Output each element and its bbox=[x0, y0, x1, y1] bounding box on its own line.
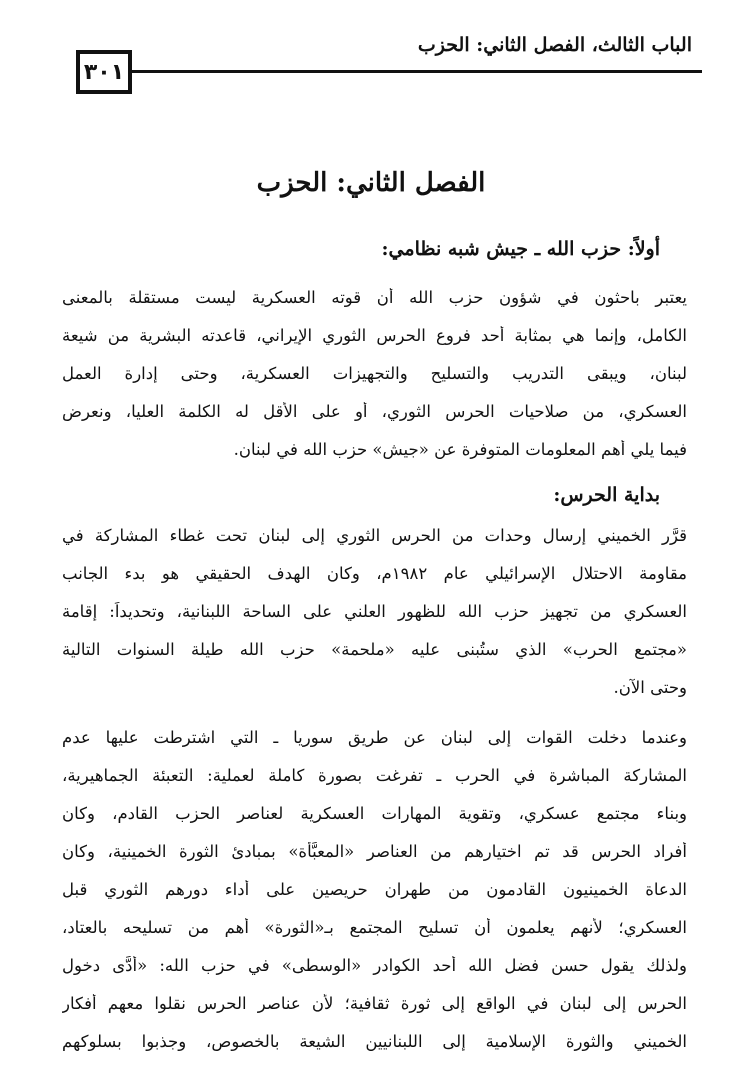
running-header-title: الباب الثالث، الفصل الثاني: الحزب bbox=[417, 34, 692, 56]
text-line: أفراد الحرس قد تم اختيارهم من العناصر «المعبَّأة» بمبادئ الثورة الخمينية، وكان bbox=[62, 842, 687, 861]
text-line: وحتى الآن. bbox=[613, 678, 687, 697]
text-line: الخميني والثورة الإسلامية إلى اللبنانيين الشيعة بالخصوص، وجذبوا بسلوكهم bbox=[62, 1032, 687, 1051]
text-line: الكامل، وإنما هي بمثابة أحد فروع الحرس الثوري الإيراني، قاعدته البشرية من شيعة bbox=[62, 326, 687, 345]
text-line: «مجتمع الحرب» الذي ستُبنى عليه «ملحمة» حزب الله طيلة السنوات التالية bbox=[62, 640, 687, 659]
text-line: لبنان، ويبقى التدريب والتسليح والتجهيزات العسكرية، وحتى إدارة العمل bbox=[62, 364, 687, 383]
text-line: مقاومة الاحتلال الإسرائيلي عام ١٩٨٢م، وكان الهدف الحقيقي هو بدء الجانب bbox=[62, 564, 687, 583]
text-line: الدعاة الخمينيون القادمون من طهران حريصين على أداء دورهم الثوري قبل bbox=[62, 880, 687, 899]
text-line: قرَّر الخميني إرسال وحدات من الحرس الثوري إلى لبنان تحت غطاء المشاركة في bbox=[62, 526, 687, 545]
text-line: المشاركة المباشرة في الحرب ـ تفرغت بصورة كاملة لعملية: التعبئة الجماهيرية، bbox=[62, 766, 687, 785]
text-line: يعتبر باحثون في شؤون حزب الله أن قوته العسكرية ليست مستقلة بالمعنى bbox=[62, 288, 687, 307]
text-line: فيما يلي أهم المعلومات المتوفرة عن «جيش» حزب الله في لبنان. bbox=[233, 440, 687, 459]
text-line: العسكري من تجهيز حزب الله للظهور العلني على الساحة اللبنانية، وتحديداً: إقامة bbox=[62, 602, 687, 621]
page-number: ٣٠١ bbox=[76, 50, 132, 94]
chapter-title: الفصل الثاني: الحزب bbox=[256, 168, 486, 198]
section-heading-1: أولاً: حزب الله ـ جيش شبه نظامي: bbox=[381, 238, 660, 260]
header-rule bbox=[132, 70, 702, 73]
text-line: العسكري؛ لأنهم يعلمون أن تسليح المجتمع بـ«الثورة» أهم من تسليحه بالعتاد، bbox=[62, 918, 687, 937]
section-heading-2: بداية الحرس: bbox=[553, 484, 660, 506]
text-line: العسكري، من صلاحيات الحرس الثوري، أو على الأقل له الكلمة العليا، ونعرض bbox=[62, 402, 687, 421]
text-line: وبناء مجتمع عسكري، وتقوية المهارات العسكرية لعناصر الحزب القادم، وكان bbox=[62, 804, 687, 823]
text-line: وعندما دخلت القوات إلى لبنان عن طريق سوريا ـ التي اشترطت عليها عدم bbox=[62, 728, 687, 747]
text-line: ولذلك يقول حسن فضل الله أحد الكوادر «الوسطى» في حزب الله: «أدَّى دخول bbox=[62, 956, 687, 975]
text-line: الحرس إلى لبنان في الواقع إلى ثورة ثقافية؛ لأن عناصر الحرس نقلوا معهم أفكار bbox=[62, 994, 687, 1013]
